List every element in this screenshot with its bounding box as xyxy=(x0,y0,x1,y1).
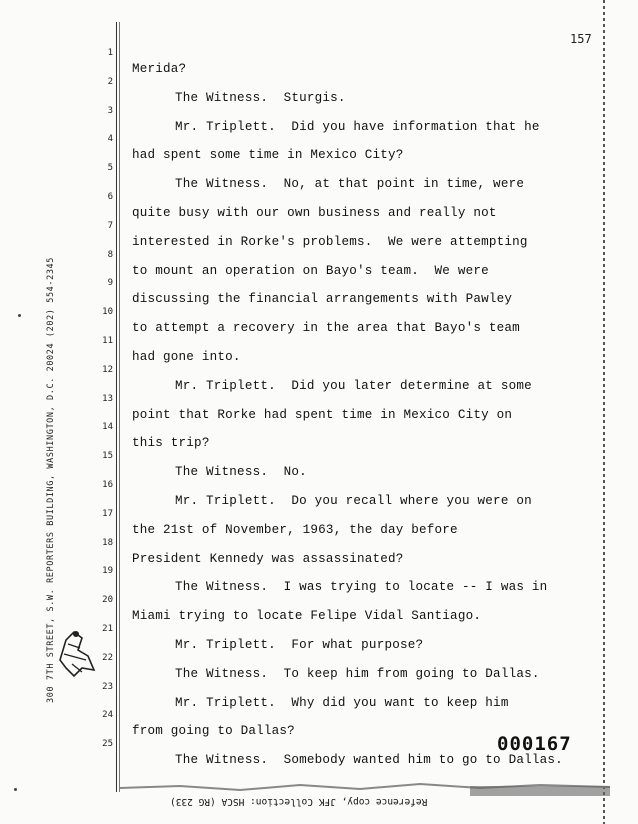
transcript-line: this trip? xyxy=(132,436,210,451)
line-number: 2 xyxy=(107,76,113,87)
margin-rule xyxy=(116,22,117,792)
scan-edge-right xyxy=(603,0,605,824)
transcript-line: to attempt a recovery in the area that Bayo's team xyxy=(132,321,520,336)
transcript-line: had spent some time in Mexico City? xyxy=(132,148,404,163)
transcript-line: Mr. Triplett. For what purpose? xyxy=(175,638,424,652)
transcript-line: from going to Dallas? xyxy=(132,724,295,739)
transcript-line: The Witness. I was trying to locate -- I was in xyxy=(175,580,548,595)
line-number: 9 xyxy=(107,278,113,289)
line-number: 25 xyxy=(102,739,113,750)
transcript-line: The Witness. No. xyxy=(175,465,307,480)
scan-noise-strip xyxy=(120,776,610,798)
page-number: 157 xyxy=(570,32,592,46)
line-number: 23 xyxy=(102,681,113,692)
reporter-address-text: 300 7TH STREET, S.W. REPORTERS BUILDING, WASHINGTON, D.C. 20024 (202) 554-2345 xyxy=(46,257,56,703)
scan-speck xyxy=(14,788,17,791)
transcript-line: interested in Rorke's problems. We were attempting xyxy=(132,234,528,249)
transcript-line: Mr. Triplett. Why did you want to keep him xyxy=(175,695,509,710)
line-number: 10 xyxy=(102,307,113,318)
document-stamp: 000167 xyxy=(497,733,572,755)
line-number: 16 xyxy=(102,480,113,490)
line-number: 13 xyxy=(102,393,113,404)
reference-copy-note: Reference copy, JFK Collection: HSCA (RG 233) xyxy=(170,796,428,807)
transcript-line: quite busy with our own business and really not xyxy=(132,206,497,220)
transcript-line: had gone into. xyxy=(132,350,241,364)
line-number: 20 xyxy=(102,595,113,606)
line-number: 18 xyxy=(102,537,113,548)
line-number: 14 xyxy=(102,422,113,433)
transcript-line: to mount an operation on Bayo's team. We were xyxy=(132,263,489,278)
transcript-line: The Witness. Somebody wanted him to go to Dallas. xyxy=(175,753,563,768)
line-number: 11 xyxy=(102,336,113,346)
transcript-line: Merida? xyxy=(132,62,187,76)
line-number: 22 xyxy=(102,652,113,663)
line-number: 7 xyxy=(107,220,113,231)
margin-rule-inner xyxy=(119,22,120,792)
transcript-line: The Witness. Sturgis. xyxy=(175,90,346,105)
line-number: 4 xyxy=(107,134,113,145)
transcript-line: point that Rorke had spent time in Mexico City on xyxy=(132,407,513,422)
line-number: 21 xyxy=(102,624,113,634)
emblem-seal-icon xyxy=(52,620,102,680)
transcript-line: the 21st of November, 1963, the day before xyxy=(132,522,458,537)
line-number: 5 xyxy=(107,163,113,174)
transcript-line: Miami trying to locate Felipe Vidal Santiago. xyxy=(132,609,482,624)
transcript-line: Mr. Triplett. Did you later determine at some xyxy=(175,378,532,393)
line-number: 17 xyxy=(102,508,113,519)
line-number: 24 xyxy=(102,710,113,721)
line-number: 19 xyxy=(102,566,113,577)
transcript-line: The Witness. No, at that point in time, were xyxy=(175,177,525,192)
line-number: 6 xyxy=(107,192,113,202)
line-number: 1 xyxy=(107,48,113,58)
line-number: 12 xyxy=(102,364,113,375)
line-number: 8 xyxy=(107,249,113,260)
transcript-line: discussing the financial arrangements with Pawley xyxy=(132,292,513,307)
scan-speck xyxy=(18,314,21,317)
transcript-line: Mr. Triplett. Did you have information that he xyxy=(175,119,540,134)
line-number: 15 xyxy=(102,451,113,462)
transcript-line: President Kennedy was assassinated? xyxy=(132,551,404,566)
line-number: 3 xyxy=(107,105,113,116)
transcript-line: Mr. Triplett. Do you recall where you were on xyxy=(175,494,532,508)
transcript-line: The Witness. To keep him from going to Dallas. xyxy=(175,666,540,681)
